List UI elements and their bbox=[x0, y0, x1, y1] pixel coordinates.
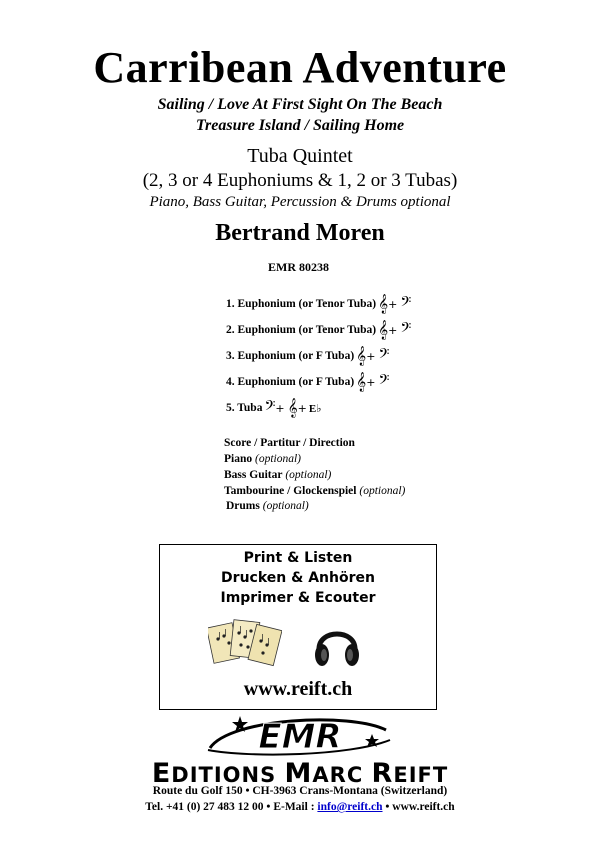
emr-logo bbox=[200, 712, 400, 760]
email-link[interactable]: info@reift.ch bbox=[317, 801, 383, 813]
print-listen-box[interactable] bbox=[159, 544, 437, 710]
bass-clef-icon: 𝄢 bbox=[378, 372, 389, 392]
plus-sign: + bbox=[275, 401, 285, 415]
part-label: 4. Euphonium (or F Tuba) bbox=[226, 376, 355, 388]
publisher-initial-m: M bbox=[284, 758, 313, 789]
catalog-number: EMR 80238 bbox=[268, 260, 329, 274]
page-title: Carribean Adventure bbox=[93, 43, 507, 92]
score-item-optional: (optional) bbox=[285, 469, 332, 481]
score-item bbox=[224, 469, 331, 481]
plus-sign: + bbox=[297, 401, 307, 415]
publisher-initial-r: R bbox=[371, 758, 394, 789]
treble-clef-icon: 𝄞 bbox=[287, 398, 297, 418]
score-item-optional: (optional) bbox=[262, 500, 309, 512]
part-label: 2. Euphonium (or Tenor Tuba) bbox=[226, 324, 377, 336]
subtitle-line-2: Treasure Island / Sailing Home bbox=[195, 117, 405, 134]
treble-clef-icon: 𝄞 bbox=[356, 346, 366, 366]
part-item bbox=[226, 372, 388, 392]
plus-sign: + bbox=[388, 297, 398, 311]
treble-clef-icon: 𝄞 bbox=[356, 372, 366, 392]
headphones-icon bbox=[312, 619, 362, 671]
ensemble-type: Tuba Quintet bbox=[247, 145, 353, 167]
part-item bbox=[226, 346, 388, 366]
score-item-optional: (optional) bbox=[359, 485, 406, 497]
score-item bbox=[224, 485, 405, 497]
e-flat-label: E♭ bbox=[308, 402, 322, 415]
score-item-name: Tambourine / Glockenspiel bbox=[224, 485, 357, 497]
score-item bbox=[224, 437, 355, 449]
part-item bbox=[226, 398, 321, 418]
plus-sign: + bbox=[366, 375, 376, 389]
publisher-word-3: EIFT bbox=[393, 763, 449, 787]
score-item-optional: (optional) bbox=[255, 453, 301, 465]
publisher-initial-e: E bbox=[151, 758, 172, 789]
publisher-word-1: DITIONS bbox=[171, 763, 285, 787]
part-item bbox=[226, 294, 410, 314]
plus-sign: + bbox=[388, 323, 398, 337]
instrumentation: (2, 3 or 4 Euphoniums & 1, 2 or 3 Tubas) bbox=[142, 170, 458, 191]
part-label: 3. Euphonium (or F Tuba) bbox=[226, 350, 355, 362]
promo-line-french: Imprimer & Ecouter bbox=[220, 590, 376, 606]
score-item-name: Drums bbox=[226, 500, 260, 512]
promo-line-german: Drucken & Anhören bbox=[221, 570, 375, 586]
promo-line-english: Print & Listen bbox=[243, 550, 353, 566]
contact-web: • www.reift.ch bbox=[382, 801, 455, 813]
score-item bbox=[224, 453, 301, 465]
treble-clef-icon: 𝄞 bbox=[378, 320, 388, 340]
contact-phone: Tel. +41 (0) 27 483 12 00 • E-Mail : bbox=[145, 801, 318, 813]
publisher-contact bbox=[0, 801, 600, 813]
part-label: 5. Tuba bbox=[226, 402, 263, 414]
bass-clef-icon: 𝄢 bbox=[400, 320, 411, 340]
treble-clef-icon: 𝄞 bbox=[378, 294, 388, 314]
logo-text: EMR bbox=[258, 717, 342, 757]
sheet-music-icon bbox=[208, 617, 282, 673]
publisher-address: Route du Golf 150 • CH-3963 Crans-Montana (Switzerland) bbox=[152, 785, 448, 797]
promo-url[interactable]: www.reift.ch bbox=[243, 678, 353, 700]
optional-instruments: Piano, Bass Guitar, Percussion & Drums optional bbox=[149, 194, 451, 210]
composer-name: Bertrand Moren bbox=[215, 220, 385, 246]
score-item-name: Bass Guitar bbox=[224, 469, 283, 481]
bass-clef-icon: 𝄢 bbox=[378, 346, 389, 366]
publisher-word-2: ARC bbox=[312, 763, 372, 787]
part-label: 1. Euphonium (or Tenor Tuba) bbox=[226, 298, 377, 310]
subtitle-line-1: Sailing / Love At First Sight On The Beach bbox=[157, 96, 443, 113]
score-item-name: Score / Partitur / Direction bbox=[224, 437, 355, 449]
bass-clef-icon: 𝄢 bbox=[264, 398, 275, 418]
score-item bbox=[226, 500, 309, 512]
part-item bbox=[226, 320, 410, 340]
bass-clef-icon: 𝄢 bbox=[400, 294, 411, 314]
plus-sign: + bbox=[366, 349, 376, 363]
score-item-name: Piano bbox=[224, 453, 253, 465]
